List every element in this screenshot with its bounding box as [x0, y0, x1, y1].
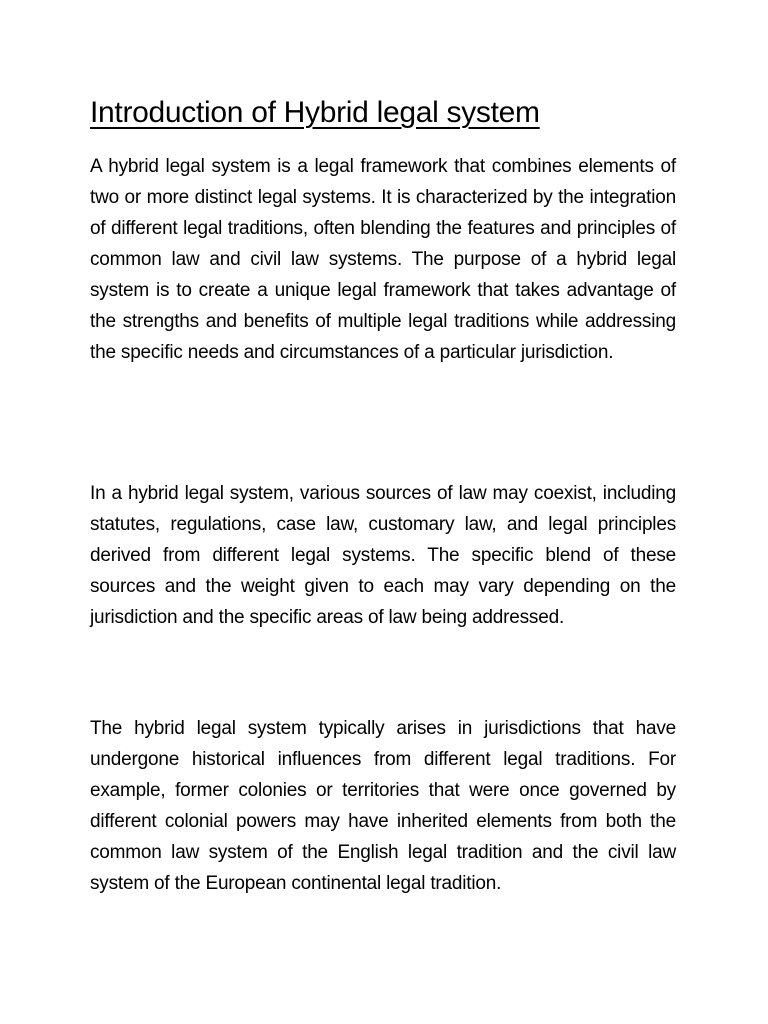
- paragraph-3: The hybrid legal system typically arises in jurisdictions that have undergone historical influences from different legal traditions. For example, former colonies or territories that were once governed by different colonial powers may have inherited elements from both the common law system of the English legal tradition and the civil law system of the European continental legal tradition.: [90, 718, 676, 894]
- paragraph-1: A hybrid legal system is a legal framework that combines elements of two or more distinct legal systems. It is characterized by the integration of different legal traditions, often blending the features and principles of common law and civil law systems. The purpose of a hybrid legal system is to create a unique legal framework that takes advantage of the strengths and benefits of multiple legal traditions while addressing the specific needs and circumstances of a particular jurisdiction.: [90, 156, 676, 363]
- document-title: Introduction of Hybrid legal system: [90, 96, 540, 129]
- paragraph-2: In a hybrid legal system, various sources of law may coexist, including statutes, regulations, case law, customary law, and legal principles derived from different legal systems. The specific blend of these sources and the weight given to each may vary depending on the jurisdiction and the specific areas of law being addressed.: [90, 483, 676, 628]
